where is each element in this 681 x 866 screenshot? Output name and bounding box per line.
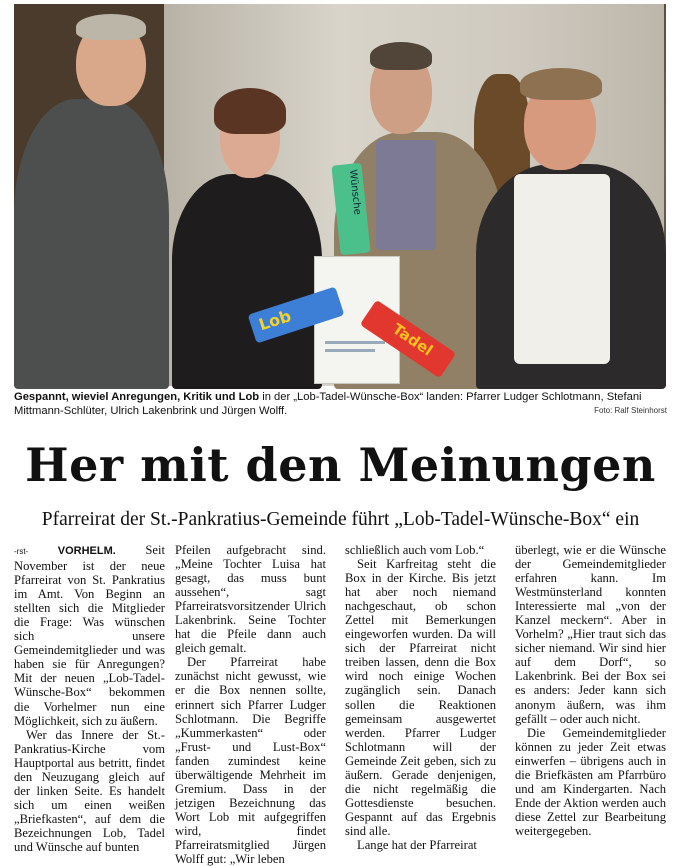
- paragraph: Der Pfarreirat habe zunächst nicht gewusst, wie er die Box nennen sollte, erinnert sich Pfarrer Ludger Schlotmann. Die Begriffe „Kummerkasten“ oder „Frust- und Lust-Box“ fanden zumindest keine überwältigende Mehrheit im Gremium. Dass in der jetzigen Bezeichnung das Wort Lob mit aufgegriffen wird, findet Pfarreiratsmitglied Jürgen Wolff gut: „Wir leben: [175, 655, 326, 866]
- paragraph: überlegt, wie er die Wünsche der Gemeindemitglieder erfahren kann. Im Westmünsterland konnten Interessierte mal „von der Kanzel meckern“. Aber in Vorhelm? „Hier traut sich das sicher niemand. Wir sind hier auf dem Dorf“, so Lakenbrink. Bei der Box sei es anders: Jeder kann sich anonym äußern, was ihm gefällt – oder auch nicht.: [515, 543, 666, 726]
- wuensche-arrow: Wünsche: [331, 163, 370, 256]
- caption-bold: Gespannt, wieviel Anregungen, Kritik und Lob: [14, 391, 260, 403]
- paragraph: Wer das Innere der St.-Pankratius-Kirche vom Hauptportal aus betritt, findet den Neuzugang gleich auf der linken Seite. Es handelt sich um einen weißen „Briefkasten“, auf dem die Bezeichnungen Lob, Tadel und Wünsche auf bunten: [14, 727, 165, 854]
- author-kicker: -rst-: [14, 547, 29, 556]
- paragraph: Pfeilen aufgebracht sind. „Meine Tochter Luisa hat gesagt, das muss bunt aussehen“, sagt Pfarreiratsvorsitzender Ulrich Lakenbrink. Seine Tochter hat die Pfeile dann auch gleich gemalt.: [175, 543, 326, 656]
- paragraph: schließlich auch vom Lob.“: [345, 543, 485, 557]
- dateline-place: VORHELM.: [57, 545, 116, 557]
- article-column-3: [345, 543, 496, 852]
- article-column-1: [14, 543, 165, 854]
- article-column-4: [515, 543, 666, 838]
- paragraph: Seit November ist der neue Pfarreirat von St. Pankratius im Amt. Von Beginn an stellten sich die Mitglieder die Frage: Was wünschen sich unsere Gemeindemitglieder und was haben sie für Anregungen? Mit der neuen „Lob-Tadel-Wünsche-Box“ bekommen die Vorhelmer nun eine Möglichkeit, sich zu äußern.: [14, 543, 165, 728]
- subheadline: Pfarreirat der St.-Pankratius-Gemeinde führt „Lob-Tadel-Wünsche-Box“ ein: [41, 509, 640, 530]
- photo-caption: [14, 390, 668, 418]
- paragraph: Seit Karfreitag steht die Box in der Kirche. Bis jetzt hat aber noch niemand nachgeschaut, ob schon Zettel mit Bemerkungen eingeworfen wurden. Da will sich der Pfarreirat nicht treiben lassen, denn die Box wird noch einige Wochen zugänglich sein. Danach sollen die Reaktionen gemeinsam ausgewertet werden. Pfarrer Ludger Schlotmann will der Gemeinde Zeit geben, sich zu äußern. Gerade denjenigen, die nicht regelmäßig die Gottesdienste besuchen. Gespannt auf das Ergebnis sind alle.: [345, 557, 496, 838]
- caption-text: in der „Lob-Tadel-Wünsche-Box“ landen: Pfarrer Ludger Schlotmann, Stefani Mittmann-Schlüter, Ulrich Lakenbrink und Jürgen Wolff.: [14, 391, 642, 417]
- photo-credit: Foto: Ralf Steinhorst: [594, 406, 667, 415]
- article-photo: [14, 4, 666, 386]
- headline: Her mit den Meinungen: [25, 438, 656, 492]
- paragraph: Lange hat der Pfarreirat: [357, 837, 477, 852]
- tadel-arrow: Tadel: [360, 300, 456, 379]
- article-column-2: [175, 543, 326, 866]
- paragraph: Die Gemeindemitglieder können zu jeder Zeit etwas einwerfen – übrigens auch in die Briefkästen am Pfarrbüro und am Kindergarten. Nach Ende der Aktion werden auch diese Zettel zur Bearbeitung weitergegeben.: [515, 725, 666, 838]
- lob-arrow: Lob: [248, 287, 345, 344]
